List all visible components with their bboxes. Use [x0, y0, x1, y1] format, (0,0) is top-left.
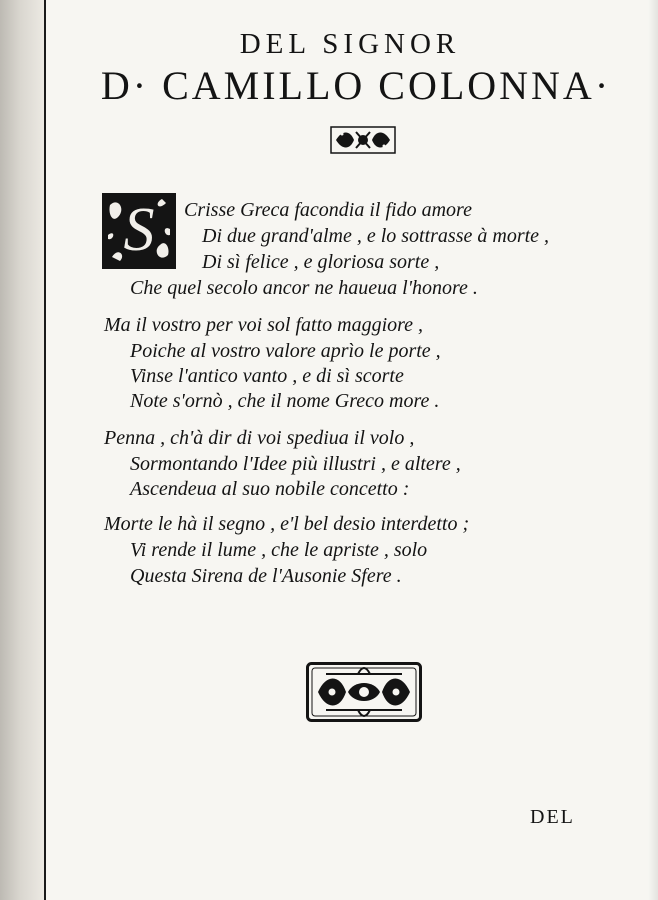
- heading-line-1: DEL SIGNOR: [239, 28, 461, 60]
- poem-line: Vinse l'antico vanto , e di sì scorte: [130, 365, 404, 387]
- poem-line: Sormontando l'Idee più illustri , e altere ,: [130, 453, 461, 475]
- catchword: DEL: [530, 806, 575, 828]
- poem-line: Di sì felice , e gloriosa sorte ,: [202, 251, 440, 273]
- poem-line: Penna , ch'à dir di voi spediua il volo ,: [104, 427, 415, 449]
- poem-line: Note s'ornò , che il nome Greco more .: [130, 390, 440, 412]
- poem-line: Poiche al vostro valore aprìo le porte ,: [130, 340, 441, 362]
- heading-line-2: D· CAMILLO COLONNA·: [100, 63, 612, 108]
- poem-line: Vi rende il lume , che le apriste , solo: [130, 539, 428, 561]
- poem-line: Questa Sirena de l'Ausonie Sfere .: [130, 565, 402, 587]
- poem-line: Di due grand'alme , e lo sottrasse à morte ,: [202, 225, 550, 247]
- poem-line: Morte le hà il segno , e'l bel desio interdetto ;: [104, 513, 470, 535]
- poem-line: Ma il vostro per voi sol fatto maggiore ,: [104, 314, 424, 336]
- initial-letter: S: [123, 196, 155, 264]
- poem-line: Crisse Greca facondia il fido amore: [184, 199, 472, 221]
- poem-line: Che quel secolo ancor ne haueua l'honore .: [130, 277, 478, 299]
- poem-line: Ascendeua al suo nobile concetto :: [130, 478, 410, 500]
- fleuron-ornament-icon: [306, 662, 422, 722]
